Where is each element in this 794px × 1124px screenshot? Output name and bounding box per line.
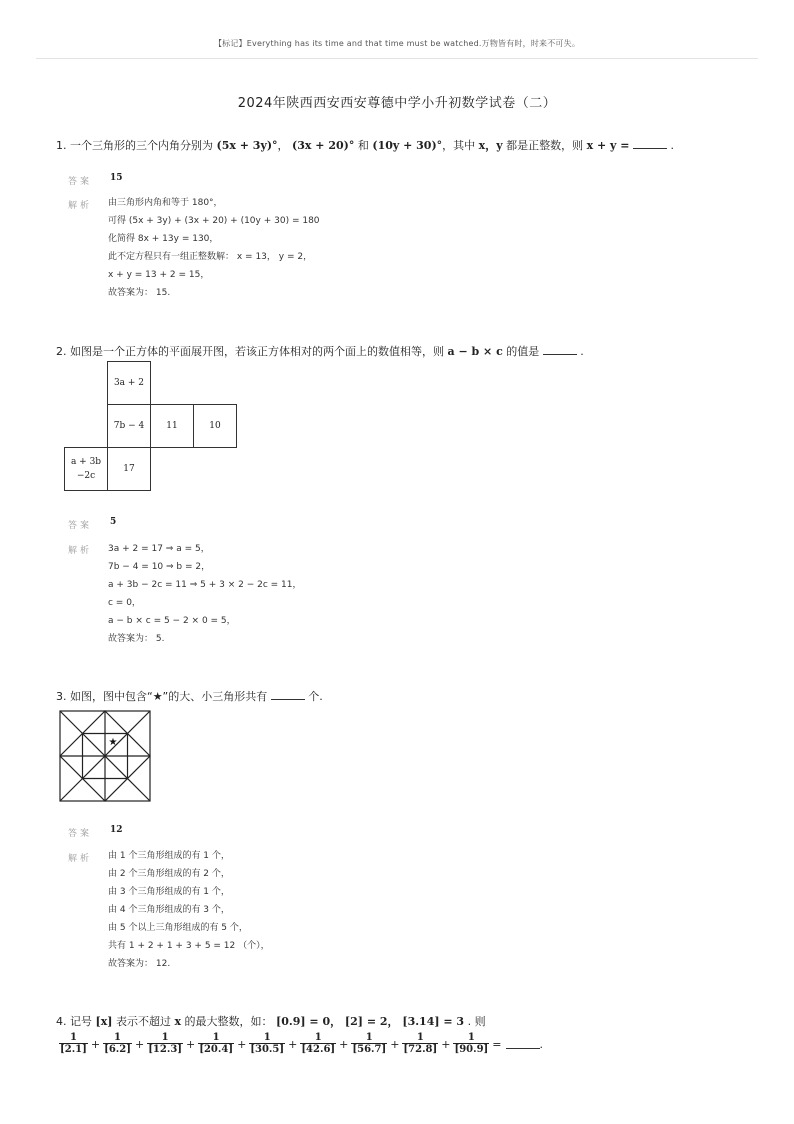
q4-text: 4. 记号 — [56, 1015, 96, 1028]
q3-analysis-label: 解析 — [68, 854, 93, 864]
q1-analysis-line: 故答案为： 15. — [108, 288, 171, 298]
q2-analysis-line: a − b × c = 5 − 2 × 0 = 5， — [108, 616, 236, 626]
plus-sign: + — [134, 1037, 145, 1051]
q1-angle-1: (5x + 3y)° — [216, 139, 278, 152]
cube-net-figure — [64, 361, 238, 493]
plus-sign: + — [441, 1037, 451, 1051]
fraction-denominator: [42.6] — [301, 1044, 336, 1055]
q4-mid: 表示不超过 — [112, 1015, 175, 1028]
fraction-denominator: [30.5] — [250, 1044, 285, 1055]
question-1 — [56, 137, 674, 153]
q1-mid: ，其中 — [442, 139, 479, 152]
q1-analysis-line: 此不定方程只有一组正整数解： x = 13， y = 2， — [108, 252, 313, 262]
q4-var-x: x — [174, 1015, 182, 1028]
q1-angle-3: (10y + 30)° — [372, 139, 443, 152]
fraction-denominator: [2.1] — [60, 1044, 87, 1055]
q2-analysis-line: 故答案为： 5. — [108, 634, 165, 644]
q2-text: 2. 如图是一个正方体的平面展开图，若该正方体相对的两个面上的数值相等，则 — [56, 345, 448, 358]
fraction-term — [351, 1032, 387, 1056]
q3-answer-label: 答案 — [68, 829, 93, 839]
net-face-left — [64, 447, 108, 491]
q3-answer: 12 — [110, 825, 123, 835]
fraction-denominator: [20.4] — [199, 1044, 234, 1055]
q2-expression: a − b × c — [447, 345, 503, 358]
q1-vars: x，y — [478, 139, 503, 152]
q2-analysis-line: 7b − 4 = 10 ⇒ b = 2， — [108, 562, 211, 572]
fraction-numerator: 1 — [69, 1032, 77, 1043]
question-4 — [56, 1013, 486, 1029]
q3-answer-blank — [271, 690, 305, 700]
q4-answer-blank — [506, 1039, 540, 1049]
q2-post: 的值是 — [502, 345, 540, 358]
q4-mid2: 的最大整数，如： — [181, 1015, 277, 1028]
fraction-denominator: [6.2] — [104, 1044, 131, 1055]
q3-analysis-line: 由 4 个三角形组成的有 3 个， — [108, 905, 230, 915]
fraction-numerator: 1 — [314, 1032, 322, 1043]
fraction-term — [198, 1032, 234, 1056]
net-face-10: 10 — [193, 404, 237, 448]
fraction-term — [249, 1032, 285, 1056]
fraction-term — [300, 1032, 336, 1056]
fraction-numerator: 1 — [263, 1032, 271, 1043]
q3-analysis-line: 由 2 个三角形组成的有 2 个， — [108, 869, 230, 879]
net-face-middle: 7b − 4 — [107, 404, 151, 448]
fraction-denominator: [72.8] — [403, 1044, 438, 1055]
fraction-term — [402, 1032, 438, 1056]
q4-fraction-sum — [58, 1028, 543, 1060]
plus-sign: + — [339, 1037, 349, 1051]
q2-end: . — [576, 345, 584, 358]
q3-analysis-line: 故答案为： 12. — [108, 959, 171, 969]
triangle-grid-figure — [59, 710, 151, 802]
q2-analysis-label: 解析 — [68, 546, 93, 556]
q4-floor-symbol: [x] — [95, 1015, 113, 1028]
net-face-11: 11 — [150, 404, 194, 448]
q3-post: 个. — [304, 690, 323, 703]
q4-examples: [0.9] = 0， [2] = 2， [3.14] = 3 — [276, 1015, 465, 1028]
q3-analysis-line: 由 5 个以上三角形组成的有 5 个， — [108, 923, 248, 933]
fraction-denominator: [12.3] — [148, 1044, 183, 1055]
q1-answer-blank — [633, 139, 667, 149]
fraction-term — [103, 1032, 132, 1056]
q1-post: 都是正整数，则 — [502, 139, 587, 152]
q2-analysis-line: 3a + 2 = 17 ⇒ a = 5， — [108, 544, 210, 554]
q1-sep: ， — [277, 139, 289, 152]
header-motto: 【标记】Everything has its time and that time must be watched.万物皆有时，时来不可失。 — [213, 39, 581, 48]
q1-answer: 15 — [110, 173, 123, 183]
q1-end: . — [666, 139, 674, 152]
fraction-numerator: 1 — [365, 1032, 373, 1043]
fraction-term — [453, 1032, 489, 1056]
plus-sign: + — [288, 1037, 298, 1051]
header-divider — [36, 58, 758, 59]
fraction-numerator: 1 — [467, 1032, 475, 1043]
question-3 — [56, 688, 323, 704]
q1-target: x + y = — [586, 139, 630, 152]
fraction-numerator: 1 — [161, 1032, 169, 1043]
q1-text: 1. 一个三角形的三个内角分别为 — [56, 139, 213, 152]
q2-answer-blank — [543, 345, 577, 355]
question-2 — [56, 343, 584, 359]
fraction-term — [59, 1032, 88, 1056]
q1-analysis-label: 解析 — [68, 201, 93, 211]
q1-analysis-line: 由三角形内角和等于 180°， — [108, 198, 223, 208]
fraction-denominator: [90.9] — [454, 1044, 489, 1055]
q3-text: 3. 如图，图中包含“★”的大、小三角形共有 — [56, 690, 268, 703]
plus-sign: + — [90, 1037, 101, 1051]
page-title: 2024年陕西西安西安尊德中学小升初数学试卷（二） — [237, 96, 557, 111]
net-face-left-line2: −2c — [76, 471, 96, 481]
plus-sign: + — [186, 1037, 196, 1051]
q1-analysis-line: 可得 (5x + 3y) + (3x + 20) + (10y + 30) = 180 — [108, 216, 320, 226]
fraction-numerator: 1 — [212, 1032, 220, 1043]
q2-answer-label: 答案 — [68, 521, 93, 531]
q4-end: . — [539, 1037, 544, 1051]
q1-answer-label: 答案 — [68, 177, 93, 187]
net-face-bottom: 17 — [107, 447, 151, 491]
q1-and: 和 — [354, 139, 373, 152]
fraction-term — [147, 1032, 183, 1056]
q4-post: . 则 — [464, 1015, 486, 1028]
fraction-denominator: [56.7] — [352, 1044, 387, 1055]
fraction-numerator: 1 — [416, 1032, 424, 1043]
plus-sign: + — [390, 1037, 400, 1051]
fraction-numerator: 1 — [114, 1032, 122, 1043]
star-icon: ★ — [108, 737, 118, 748]
q3-analysis-line: 共有 1 + 2 + 1 + 3 + 5 = 12 （个）， — [108, 941, 270, 951]
q1-analysis-line: x + y = 13 + 2 = 15， — [108, 270, 210, 280]
q3-analysis-line: 由 1 个三角形组成的有 1 个， — [108, 851, 230, 861]
equals-sign: = — [492, 1037, 502, 1051]
q2-analysis-line: a + 3b − 2c = 11 ⇒ 5 + 3 × 2 − 2c = 11， — [108, 580, 302, 590]
net-face-top: 3a + 2 — [107, 361, 151, 405]
q2-analysis-line: c = 0， — [108, 598, 141, 608]
plus-sign: + — [237, 1037, 247, 1051]
q1-angle-2: (3x + 20)° — [292, 139, 355, 152]
net-face-left-line1: a + 3b — [70, 457, 102, 467]
q2-answer: 5 — [110, 517, 117, 527]
q3-analysis-line: 由 3 个三角形组成的有 1 个， — [108, 887, 230, 897]
q1-analysis-line: 化简得 8x + 13y = 130， — [108, 234, 219, 244]
